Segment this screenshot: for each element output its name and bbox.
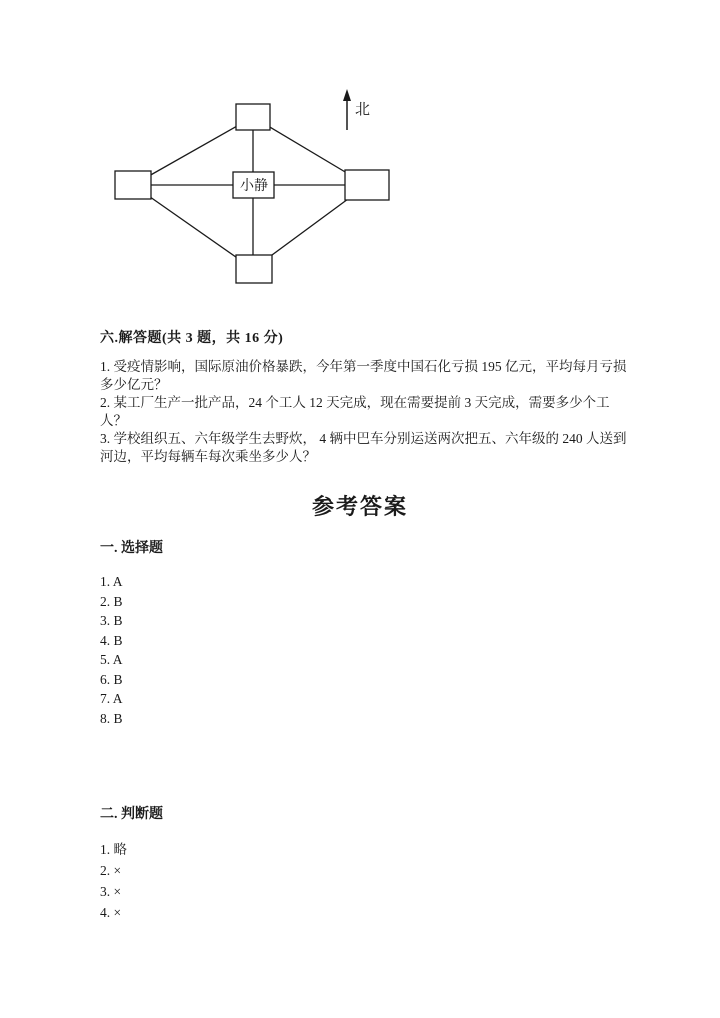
top-box [236, 104, 270, 130]
choice-answer: 4. B [100, 632, 123, 648]
choice-answer: 1. A [100, 574, 123, 589]
choice-answer: 7. A [100, 691, 123, 706]
north-label: 北 [355, 102, 371, 118]
judgment-answer: 3. × [100, 884, 122, 899]
judgment-answer: 2. × [100, 863, 122, 878]
problem-1: 1. 受疫情影响，国际原油价格暴跌，今年第一季度中国石化亏损 195 亿元，平均每月亏损多少亿元？ [100, 359, 627, 392]
left-box [115, 171, 151, 199]
choice-answer: 8. B [100, 710, 123, 726]
right-box [345, 170, 389, 200]
judgment-answer-list [100, 839, 127, 923]
section-six-title: 六.解答题(共 3 题，共 16 分) [100, 331, 284, 346]
section-six-problems [100, 358, 628, 466]
choice-answer: 2. B [100, 593, 123, 609]
choice-answer: 3. B [100, 613, 123, 628]
problem-3: 3. 学校组织五、六年级学生去野炊， 4 辆中巴车分别运送两次把五、六年级的 240 人送到河边，平均每辆车每次乘坐多少人？ [100, 431, 627, 464]
north-arrow-icon [343, 89, 370, 130]
center-box-label: 小静 [240, 179, 268, 194]
choice-answer: 6. B [100, 671, 123, 687]
choice-answer: 5. A [100, 652, 123, 667]
judgment-answer: 1. 略 [100, 842, 127, 857]
direction-diagram [104, 85, 404, 300]
judgment-section-title: 二. 判断题 [100, 807, 163, 822]
problem-2: 2. 某工厂生产一批产品，24 个工人 12 天完成，现在需要提前 3 天完成，需要多少个工人？ [100, 395, 610, 428]
bottom-box [236, 255, 272, 283]
reference-answers-heading: 参考答案 [311, 494, 408, 519]
judgment-answer: 4. × [100, 905, 122, 920]
choice-section-title: 一. 选择题 [100, 541, 163, 556]
choice-answer-list [100, 572, 123, 728]
